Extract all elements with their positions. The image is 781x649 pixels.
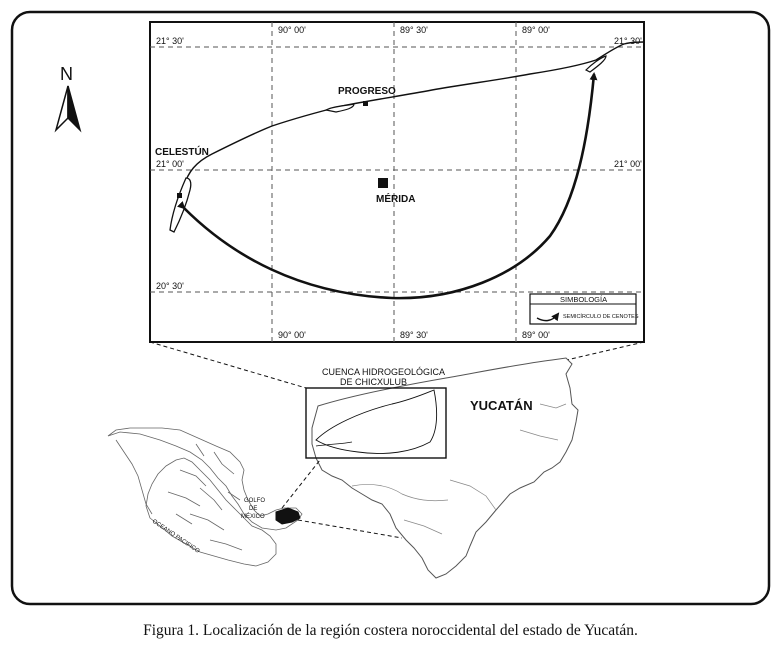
pacific-label: OCEANO PACIFICO (150, 518, 201, 555)
basin-label-line1: CUENCA HIDROGEOLÓGICA (322, 367, 446, 377)
legend-item-label: SEMICÍRCULO DE CENOTES (563, 314, 639, 320)
legend (530, 294, 639, 324)
gulf-label-line1: GOLFO (244, 498, 266, 504)
progreso-label: PROGRESO (338, 86, 396, 97)
lat-label-mid-left: 21° 00' (156, 159, 184, 169)
inset-map (150, 22, 644, 342)
progreso-marker (363, 101, 368, 106)
yucatan-label: YUCATÁN (470, 398, 533, 413)
gulf-label-line3: MÉXICO (241, 514, 265, 520)
lat-label-top-right: 21° 30' (614, 36, 642, 46)
celestun-marker (177, 193, 182, 198)
lon-label-top-1: 90° 00' (278, 25, 306, 35)
basin-label-line2: DE CHICXULUB (340, 377, 408, 387)
figure-caption: Figura 1. Localización de la región costera noroccidental del estado de Yucatán. (143, 622, 638, 639)
north-arrow (56, 64, 80, 130)
lat-label-top-left: 21° 30' (156, 36, 184, 46)
lat-label-bottom-left: 20° 30' (156, 281, 184, 291)
merida-marker (378, 178, 388, 188)
lon-label-bottom-2: 89° 30' (400, 330, 428, 340)
yucatan-outline (312, 358, 578, 578)
legend-title: SIMBOLOGÍA (560, 295, 608, 304)
gulf-label-line2: DE (249, 506, 258, 512)
yucatan-state (312, 358, 578, 578)
lat-label-mid-right: 21° 00' (614, 159, 642, 169)
lon-label-top-3: 89° 00' (522, 25, 550, 35)
mexico-outline (108, 428, 302, 566)
lon-label-bottom-3: 89° 00' (522, 330, 550, 340)
north-arrow-label: N (60, 64, 73, 84)
merida-label: MÉRIDA (376, 194, 416, 205)
lon-label-bottom-1: 90° 00' (278, 330, 306, 340)
mexico-map (108, 428, 302, 566)
celestun-label: CELESTÚN (155, 147, 209, 158)
lon-label-top-2: 89° 30' (400, 25, 428, 35)
